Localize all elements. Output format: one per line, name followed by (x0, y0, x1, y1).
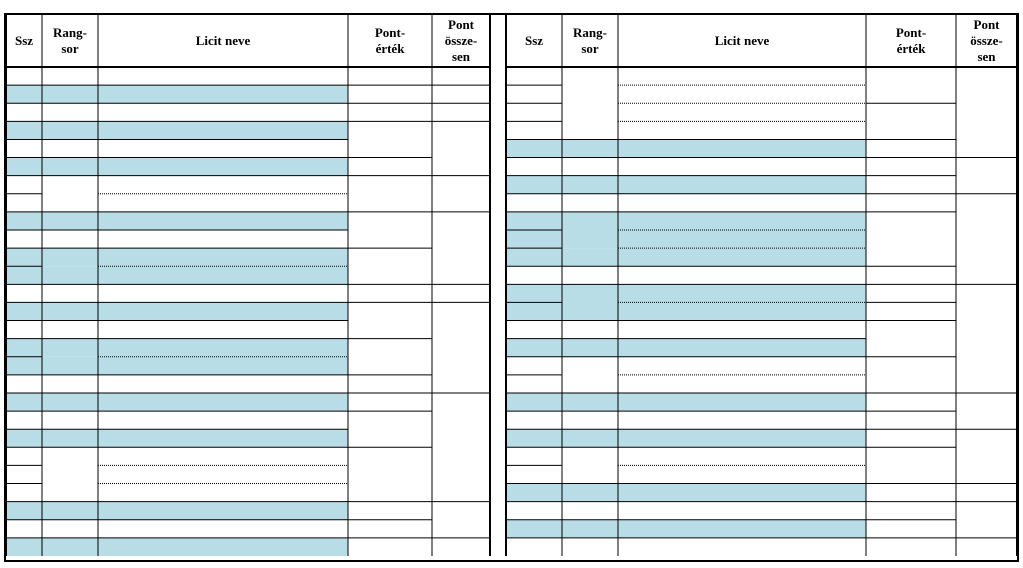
row-rangsor (562, 194, 618, 212)
pont-ertek (866, 538, 956, 556)
row-ssz (506, 194, 562, 212)
pont-ertek (348, 121, 432, 157)
row-licit-neve (98, 520, 348, 538)
row-licit-neve (618, 248, 866, 266)
row-rangsor (562, 429, 618, 447)
row-licit-neve (98, 85, 348, 103)
row-ssz (506, 302, 562, 320)
row-rangsor (562, 411, 618, 429)
row-rangsor (42, 411, 98, 429)
pont-ertek (866, 212, 956, 266)
row-ssz (506, 538, 562, 556)
row-licit-neve (618, 502, 866, 520)
merged-rangsor (562, 447, 618, 483)
row-ssz (6, 447, 42, 465)
pont-ertek (348, 302, 432, 338)
row-rangsor (42, 103, 98, 121)
pont-osszesen (956, 429, 1017, 483)
header-ssz: Ssz (524, 33, 544, 48)
row-licit-neve (98, 429, 348, 447)
merged-rangsor (562, 284, 618, 320)
row-rangsor (42, 502, 98, 520)
row-licit-neve (98, 176, 348, 194)
row-licit-neve (618, 321, 866, 339)
row-ssz (6, 212, 42, 230)
row-rangsor (42, 158, 98, 176)
row-licit-neve (618, 429, 866, 447)
row-rangsor (42, 321, 98, 339)
header-pontertek: Pont- érték (895, 25, 927, 56)
row-ssz (506, 357, 562, 375)
pont-osszesen (956, 393, 1017, 429)
pont-ertek (348, 176, 432, 212)
row-ssz (506, 339, 562, 357)
pont-ertek (348, 411, 432, 447)
header-rangsor: Rang- sor (573, 25, 607, 56)
merged-rangsor (42, 248, 98, 284)
row-rangsor (562, 321, 618, 339)
pont-ertek (348, 538, 432, 556)
row-ssz (6, 502, 42, 520)
row-ssz (6, 484, 42, 502)
pont-ertek (866, 411, 956, 429)
row-ssz (506, 67, 562, 85)
row-rangsor (42, 85, 98, 103)
pont-ertek (348, 158, 432, 176)
pont-ertek (348, 520, 432, 538)
pont-osszesen (432, 284, 490, 302)
row-ssz (506, 230, 562, 248)
row-licit-neve (618, 411, 866, 429)
row-licit-neve (98, 447, 348, 465)
row-licit-neve (618, 538, 866, 556)
row-ssz (6, 158, 42, 176)
pont-ertek (866, 176, 956, 194)
row-ssz (506, 520, 562, 538)
row-licit-neve (618, 284, 866, 302)
row-rangsor (562, 393, 618, 411)
row-licit-neve (618, 339, 866, 357)
row-ssz (506, 411, 562, 429)
row-rangsor (42, 121, 98, 139)
row-ssz (506, 375, 562, 393)
row-rangsor (42, 520, 98, 538)
row-rangsor (562, 538, 618, 556)
row-licit-neve (98, 375, 348, 393)
row-rangsor (562, 139, 618, 157)
row-rangsor (562, 520, 618, 538)
pont-ertek (866, 284, 956, 302)
row-ssz (506, 158, 562, 176)
row-licit-neve (98, 339, 348, 357)
row-ssz (506, 284, 562, 302)
row-rangsor (562, 158, 618, 176)
row-rangsor (562, 266, 618, 284)
row-ssz (6, 194, 42, 212)
row-licit-neve (98, 103, 348, 121)
pont-osszesen (956, 538, 1017, 556)
row-licit-neve (98, 121, 348, 139)
pont-ertek (348, 103, 432, 121)
row-licit-neve (618, 194, 866, 212)
pont-ertek (866, 520, 956, 538)
row-licit-neve (98, 230, 348, 248)
row-ssz (506, 103, 562, 121)
header-ssz: Ssz (14, 33, 34, 48)
row-ssz (506, 121, 562, 139)
row-licit-neve (618, 375, 866, 393)
row-ssz (6, 121, 42, 139)
pont-osszesen (432, 103, 490, 121)
row-ssz (6, 67, 42, 85)
merged-rangsor (562, 212, 618, 266)
pont-ertek (866, 266, 956, 284)
row-licit-neve (618, 465, 866, 483)
row-ssz (6, 248, 42, 266)
pont-ertek (866, 103, 956, 139)
row-rangsor (562, 502, 618, 520)
row-licit-neve (618, 266, 866, 284)
row-licit-neve (98, 393, 348, 411)
row-ssz (6, 103, 42, 121)
row-licit-neve (618, 85, 866, 103)
row-licit-neve (98, 284, 348, 302)
row-rangsor (42, 284, 98, 302)
row-rangsor (42, 212, 98, 230)
row-licit-neve (98, 357, 348, 375)
row-rangsor (42, 230, 98, 248)
row-licit-neve (618, 393, 866, 411)
row-licit-neve (618, 67, 866, 85)
pont-osszesen (956, 67, 1017, 158)
row-ssz (506, 176, 562, 194)
pont-ertek (348, 67, 432, 85)
merged-rangsor (562, 67, 618, 139)
pont-osszesen (956, 284, 1017, 393)
row-ssz (6, 321, 42, 339)
row-licit-neve (98, 248, 348, 266)
row-licit-neve (98, 538, 348, 556)
row-licit-neve (98, 484, 348, 502)
row-ssz (506, 85, 562, 103)
row-licit-neve (98, 321, 348, 339)
merged-rangsor (562, 357, 618, 393)
merged-rangsor (42, 447, 98, 501)
pont-ertek (348, 248, 432, 284)
pont-osszesen (956, 484, 1017, 502)
row-ssz (6, 393, 42, 411)
row-licit-neve (618, 357, 866, 375)
pont-osszesen (432, 85, 490, 103)
row-licit-neve (98, 302, 348, 320)
pont-ertek (866, 321, 956, 357)
header-pont-osszesen: Pont össze- sen (444, 17, 478, 64)
row-ssz (6, 465, 42, 483)
row-ssz (506, 447, 562, 465)
pont-ertek (866, 67, 956, 103)
row-ssz (506, 212, 562, 230)
row-licit-neve (618, 520, 866, 538)
row-rangsor (42, 67, 98, 85)
row-rangsor (42, 393, 98, 411)
row-licit-neve (618, 484, 866, 502)
pont-osszesen (432, 121, 490, 175)
row-licit-neve (98, 194, 348, 212)
header-licit-neve: Licit neve (195, 33, 251, 48)
row-licit-neve (618, 302, 866, 320)
pont-ertek (866, 357, 956, 393)
merged-rangsor (42, 339, 98, 375)
row-ssz (6, 230, 42, 248)
header-pont-osszesen: Pont össze- sen (970, 17, 1003, 64)
pont-ertek (866, 158, 956, 176)
pont-osszesen (432, 302, 490, 393)
row-licit-neve (98, 139, 348, 157)
row-ssz (6, 411, 42, 429)
pont-osszesen (432, 538, 490, 556)
pont-ertek (348, 212, 432, 248)
pont-ertek (348, 393, 432, 411)
row-licit-neve (98, 67, 348, 85)
pont-ertek (348, 339, 432, 375)
row-rangsor (562, 176, 618, 194)
row-ssz (506, 465, 562, 483)
pont-ertek (866, 139, 956, 157)
row-ssz (506, 429, 562, 447)
pont-ertek (866, 447, 956, 483)
row-licit-neve (618, 447, 866, 465)
row-licit-neve (618, 139, 866, 157)
row-rangsor (42, 375, 98, 393)
row-licit-neve (98, 502, 348, 520)
pont-ertek (866, 393, 956, 411)
pont-osszesen (432, 393, 490, 502)
pont-osszesen (956, 158, 1017, 194)
row-ssz (6, 357, 42, 375)
row-ssz (506, 248, 562, 266)
row-ssz (506, 266, 562, 284)
row-ssz (6, 302, 42, 320)
row-licit-neve (618, 212, 866, 230)
row-ssz (506, 484, 562, 502)
row-licit-neve (618, 121, 866, 139)
row-rangsor (562, 484, 618, 502)
row-ssz (6, 339, 42, 357)
pont-ertek (348, 375, 432, 393)
merged-rangsor (42, 176, 98, 212)
pont-ertek (348, 85, 432, 103)
pont-osszesen (432, 176, 490, 212)
row-rangsor (42, 429, 98, 447)
row-licit-neve (98, 465, 348, 483)
row-ssz (506, 393, 562, 411)
row-ssz (506, 321, 562, 339)
pont-osszesen (432, 502, 490, 538)
row-ssz (6, 266, 42, 284)
pont-ertek (866, 484, 956, 502)
row-rangsor (42, 538, 98, 556)
row-licit-neve (618, 158, 866, 176)
pont-ertek (866, 302, 956, 320)
row-licit-neve (98, 266, 348, 284)
header-pontertek: Pont- érték (374, 25, 406, 56)
pont-ertek (866, 502, 956, 520)
row-rangsor (42, 139, 98, 157)
row-ssz (6, 538, 42, 556)
row-ssz (506, 139, 562, 157)
row-licit-neve (618, 230, 866, 248)
row-ssz (6, 520, 42, 538)
row-licit-neve (98, 411, 348, 429)
header-licit-neve: Licit neve (714, 33, 770, 48)
pont-osszesen (956, 194, 1017, 285)
row-ssz (6, 139, 42, 157)
row-ssz (6, 284, 42, 302)
pont-ertek (348, 447, 432, 501)
row-ssz (6, 429, 42, 447)
row-licit-neve (618, 103, 866, 121)
row-rangsor (562, 339, 618, 357)
pont-ertek (348, 284, 432, 302)
pont-osszesen (956, 502, 1017, 538)
row-ssz (6, 85, 42, 103)
row-licit-neve (618, 176, 866, 194)
pont-ertek (866, 194, 956, 212)
row-ssz (6, 176, 42, 194)
row-licit-neve (98, 212, 348, 230)
row-ssz (506, 502, 562, 520)
row-ssz (6, 375, 42, 393)
pont-osszesen (432, 212, 490, 284)
pont-osszesen (432, 67, 490, 85)
row-licit-neve (98, 158, 348, 176)
header-rangsor: Rang- sor (53, 25, 87, 56)
row-rangsor (42, 302, 98, 320)
pont-ertek (348, 502, 432, 520)
pont-ertek (866, 429, 956, 447)
